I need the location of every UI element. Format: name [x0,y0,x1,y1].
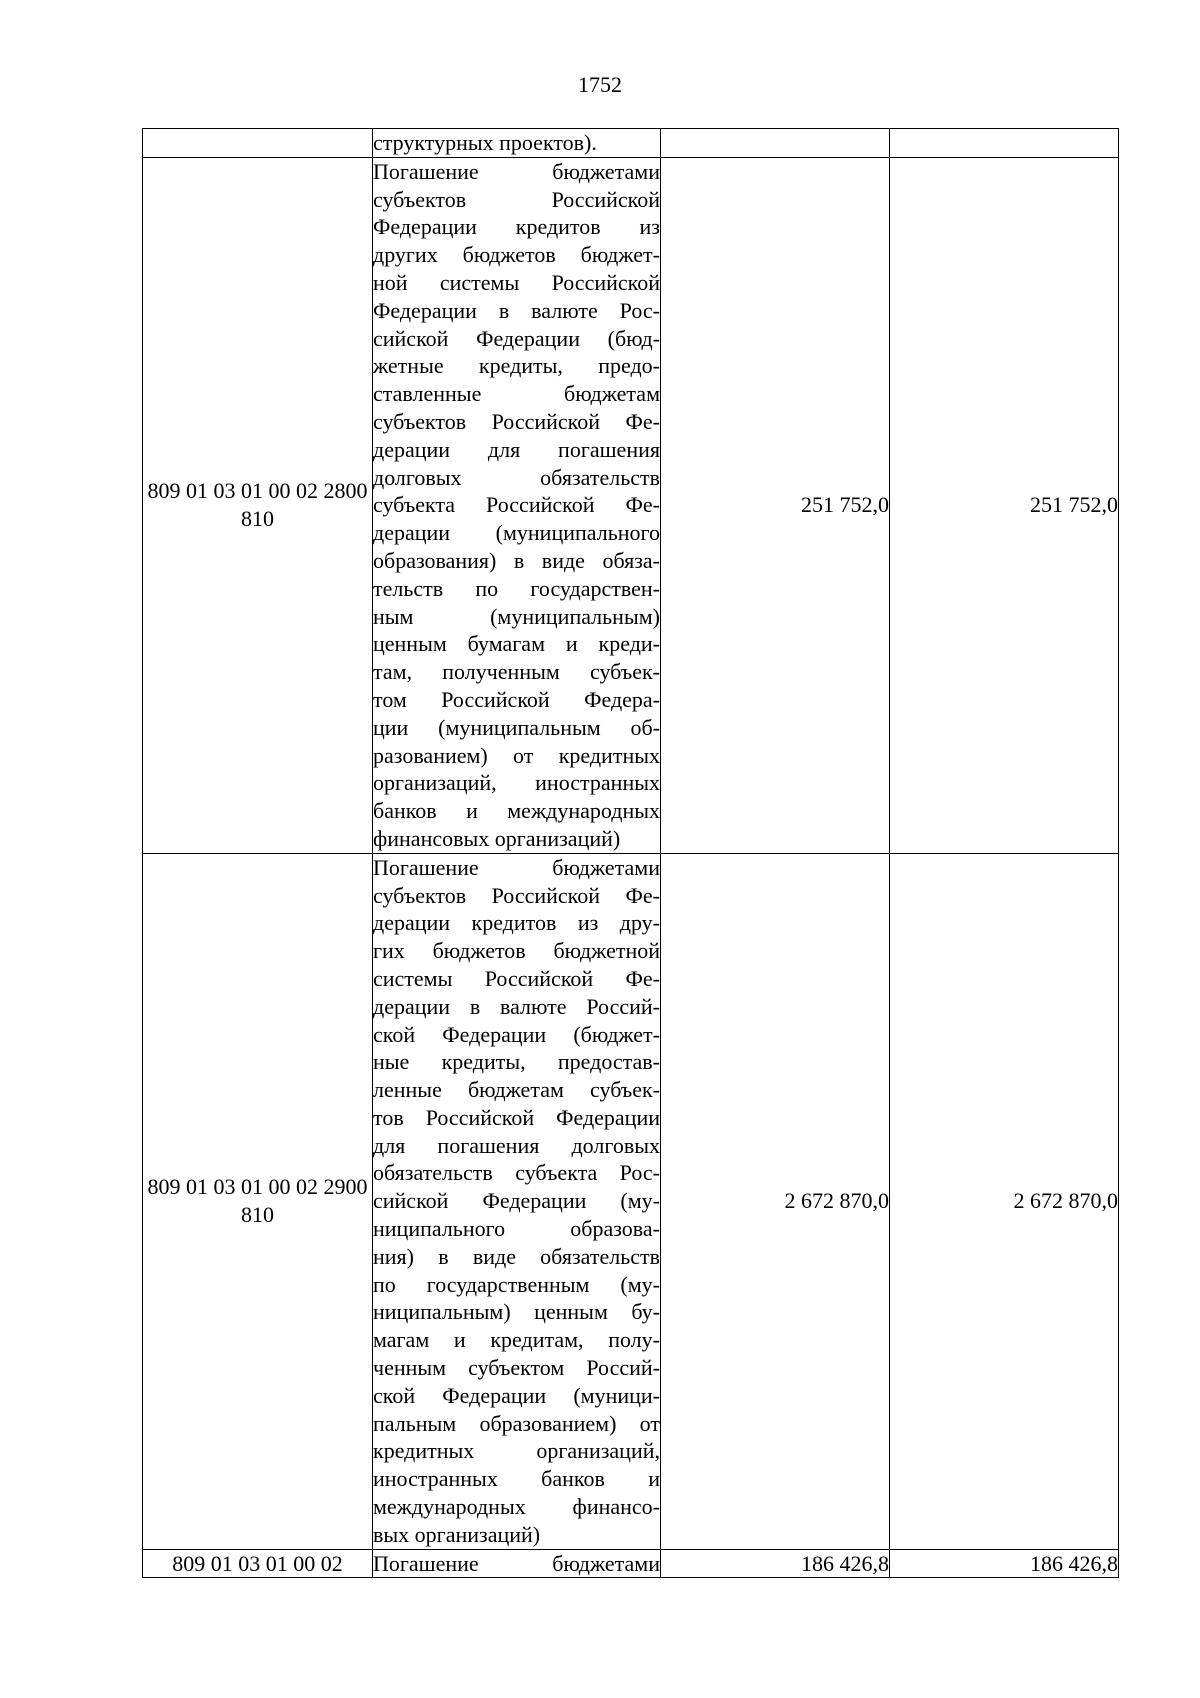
table-row [143,1549,1119,1578]
description-line: Погашение бюджетами [373,1550,660,1576]
table-row [143,157,1119,853]
description-line: Федерации в валюте Рос- [373,297,660,323]
description-line: ниципальным) ценным бу- [373,1299,660,1325]
description-line: ции (муниципальным об- [373,714,660,740]
description-cell [373,157,661,853]
description-line: образования) в виде обяза- [373,547,660,573]
description-line: ленные бюджетам субъек- [373,1077,660,1103]
description-line: тов Российской Федерации [373,1104,660,1130]
description-line: обязательств субъекта Рос- [373,1160,660,1186]
description-cell [373,1549,661,1578]
description-line: для погашения долговых [373,1132,660,1158]
description-line: субъектов Российской Фе- [373,408,660,434]
description-cell [373,129,661,158]
description-line: других бюджетов бюджет- [373,242,660,268]
description-line: пальным образованием) от [373,1410,660,1436]
page-number: 1752 [578,72,622,97]
description-line: структурных проектов). [373,130,597,155]
description-line: магам и кредитам, полу- [373,1327,660,1353]
amount-cell-2 [890,129,1119,158]
description-line: системы Российской Фе- [373,965,660,991]
amount-cell-1 [661,129,890,158]
description-line: дерации в валюте Россий- [373,993,660,1019]
description-line: дерации (муниципального [373,520,660,546]
amount-cell-1: 2 672 870,0 [661,853,890,1549]
description-line: ной системы Российской [373,269,660,295]
description-line: сийской Федерации (му- [373,1188,660,1214]
description-cell [373,853,661,1549]
description-line: кредитных организаций, [373,1438,660,1464]
description-line: дерации для погашения [373,436,660,462]
description-line: субъекта Российской Фе- [373,492,660,518]
description-line: организаций, иностранных [373,770,660,796]
description-line: вых организаций) [373,1521,541,1547]
table-row [143,129,1119,158]
description-line: иностранных банков и [373,1466,660,1492]
description-line: разованием) от кредитных [373,742,660,768]
budget-code-cell: 809 01 03 01 00 02 2800 810 [143,157,373,853]
amount-cell-1: 251 752,0 [661,157,890,853]
description-line: гих бюджетов бюджетной [373,938,660,964]
description-line: ния) в виде обязательств [373,1243,660,1269]
description-line: финансовых организаций) [373,825,621,851]
description-line: Погашение бюджетами [373,854,660,880]
description-line: ской Федерации (бюджет- [373,1021,660,1047]
description-line: банков и международных [373,798,660,824]
description-line: международных финансо- [373,1494,660,1520]
description-line: субъектов Российской Фе- [373,882,660,908]
description-line: жетные кредиты, предо- [373,353,660,379]
description-line: ные кредиты, предостав- [373,1049,660,1075]
description-line: субъектов Российской [373,186,660,212]
description-line: ченным субъектом Россий- [373,1355,660,1381]
budget-code-cell: 809 01 03 01 00 02 2900 810 [143,853,373,1549]
description-line: долговых обязательств [373,464,660,490]
description-line: ской Федерации (муници- [373,1382,660,1408]
amount-cell-1: 186 426,8 [661,1549,890,1578]
description-line: сийской Федерации (бюд- [373,325,660,351]
description-line: том Российской Федера- [373,686,660,712]
amount-cell-2: 251 752,0 [890,157,1119,853]
table-body [143,129,1119,1578]
budget-code-cell [143,129,373,158]
description-line: дерации кредитов из дру- [373,910,660,936]
description-line: по государственным (му- [373,1271,660,1297]
amount-cell-2: 2 672 870,0 [890,853,1119,1549]
description-line: Федерации кредитов из [373,214,660,240]
description-line: Погашение бюджетами [373,158,660,184]
budget-code-cell: 809 01 03 01 00 02 [143,1549,373,1578]
description-line: ставленные бюджетам [373,381,660,407]
description-line: там, полученным субъек- [373,659,660,685]
budget-table [142,128,1119,1578]
description-line: ценным бумагам и креди- [373,631,660,657]
amount-cell-2: 186 426,8 [890,1549,1119,1578]
description-line: ниципального образова- [373,1216,660,1242]
table-row [143,853,1119,1549]
description-line: ным (муниципальным) [373,603,660,629]
description-line: тельств по государствен- [373,575,660,601]
